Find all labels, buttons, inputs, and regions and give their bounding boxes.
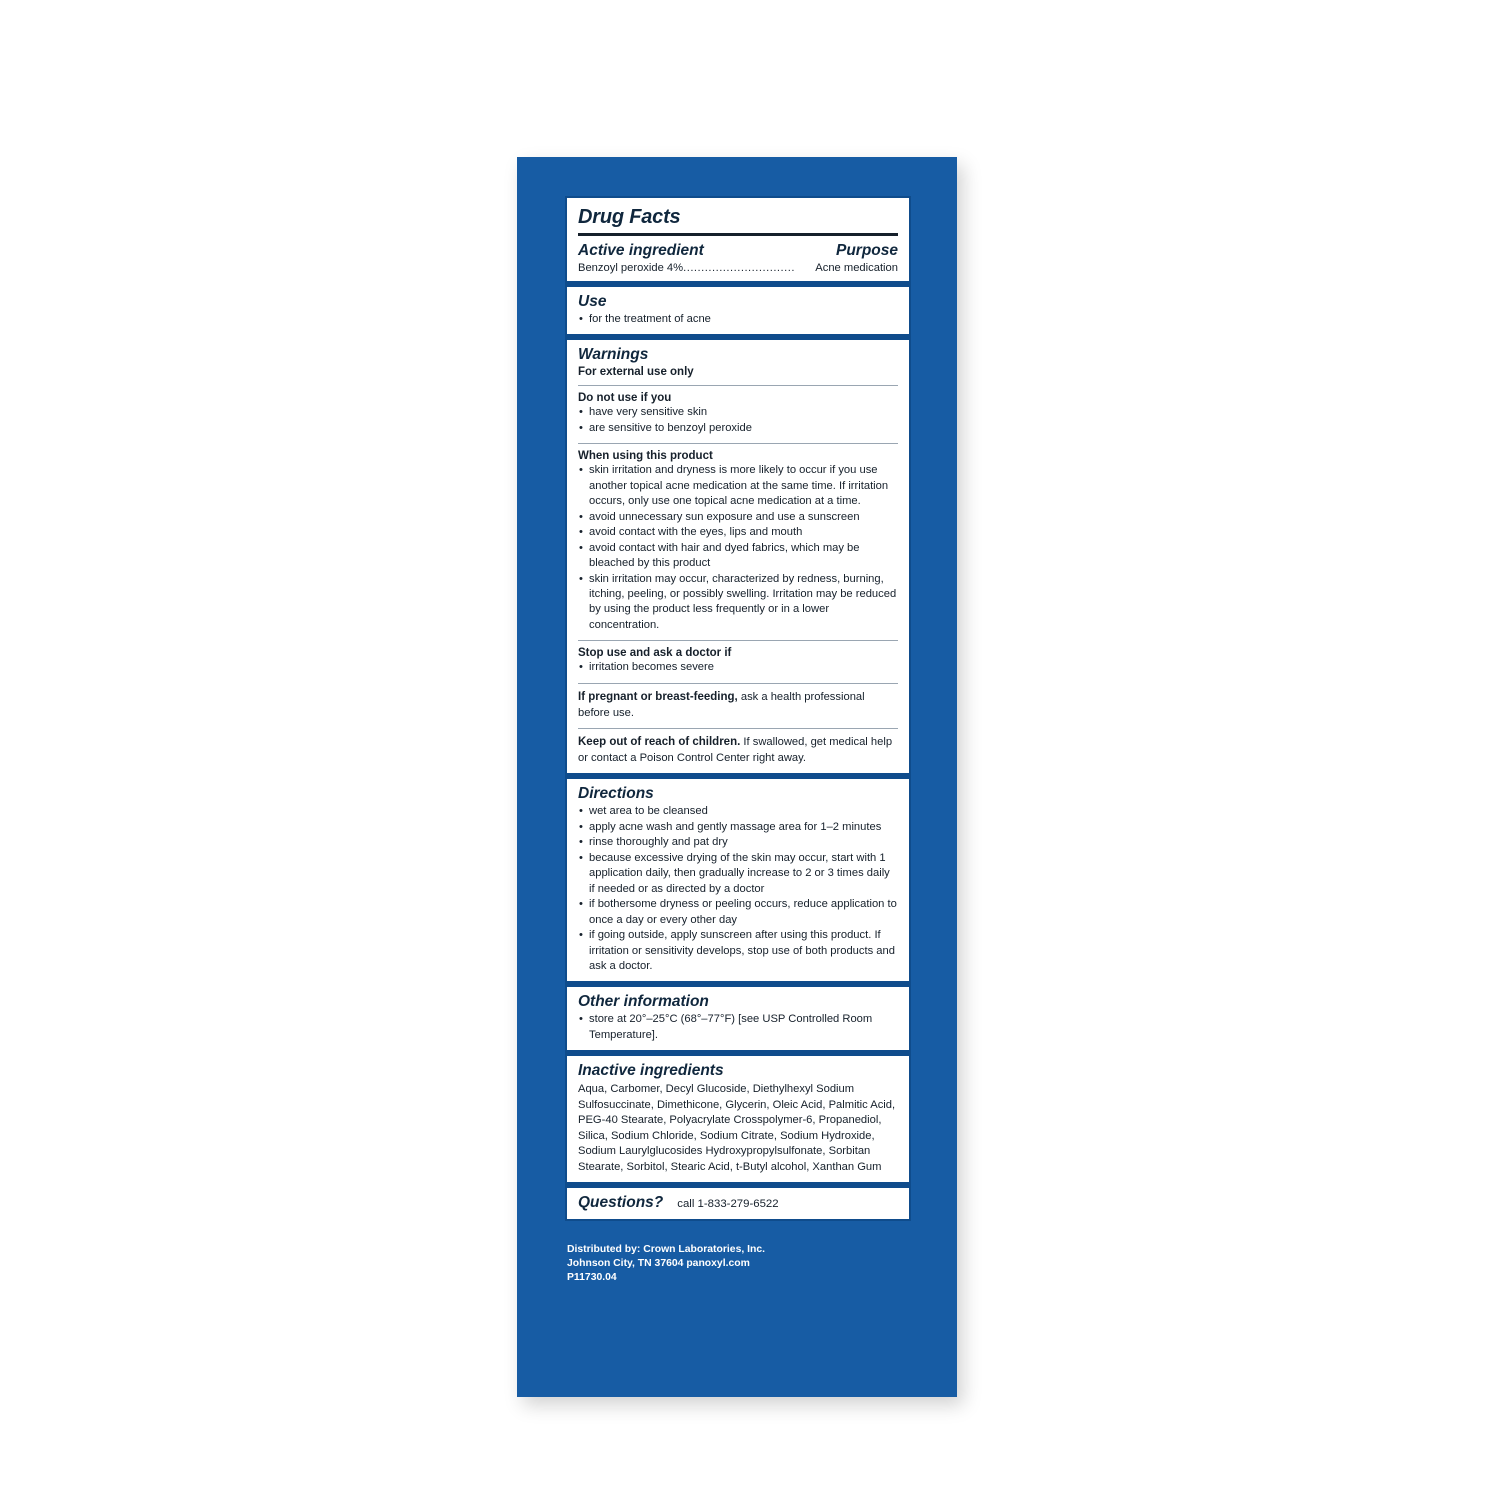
list-item: • skin irritation may occur, characterized by redness, burning, itching, peeling, or possibly swelling. Irritation may be reduced by using the product less frequently or in a lower concentration. <box>578 572 898 634</box>
pregnancy-rest: ask a health professional before use. <box>578 690 865 719</box>
list-item: • wet area to be cleansed <box>578 804 898 819</box>
children-text <box>578 735 898 766</box>
inactive-ingredients-section <box>567 1056 909 1182</box>
questions-label: Questions? <box>578 1194 664 1212</box>
list-item: • avoid unnecessary sun exposure and use a sunscreen <box>578 510 898 525</box>
use-section <box>567 287 909 334</box>
children-bold: Keep out of reach of children. <box>578 736 741 749</box>
leader-dots: ............................... <box>683 262 795 274</box>
do-not-use-label: Do not use if you <box>578 392 672 405</box>
list-item: • for the treatment of acne <box>578 312 898 327</box>
list-item: • avoid contact with the eyes, lips and mouth <box>578 525 898 540</box>
use-heading: Use <box>578 293 607 310</box>
list-item: • are sensitive to benzoyl peroxide <box>578 421 898 436</box>
inactive-ingredients-text: Aqua, Carbomer, Decyl Glucoside, Diethylhexyl Sodium Sulfosuccinate, Dimethicone, Glycerin, Oleic Acid, Palmitic Acid, PEG-40 Stearate, Polyacrylate Crosspolymer-6, Propanediol, Silica, Sodium Chloride, Sodium Citrate, Sodium Hydroxide, Sodium Laurylglucosides Hydroxypropylsulfonate, Sorbitan Stearate, Sorbitol, Stearic Acid, t-Butyl alcohol, Xanthan Gum <box>578 1083 896 1173</box>
children-rest: If swallowed, get medical help or contact a Poison Control Center right away. <box>578 736 893 764</box>
other-information-list <box>578 1012 898 1043</box>
active-ingredient-headers <box>578 242 898 260</box>
list-item: • have very sensitive skin <box>578 405 898 420</box>
other-information-heading: Other information <box>578 993 709 1011</box>
pregnancy-bold: If pregnant or breast-feeding, <box>578 690 738 703</box>
list-item: • rinse thoroughly and pat dry <box>578 835 898 850</box>
pregnancy-block <box>567 684 909 728</box>
active-ingredient-label: Active ingredient <box>578 242 704 259</box>
stop-use-label: Stop use and ask a doctor if <box>578 647 732 660</box>
list-item: • avoid contact with hair and dyed fabrics, which may be bleached by this product <box>578 541 898 572</box>
stop-use-list <box>578 660 898 675</box>
list-item: • irritation becomes severe <box>578 660 898 675</box>
questions-phone[interactable]: call 1-833-279-6522 <box>677 1198 779 1211</box>
other-information-section <box>567 987 909 1050</box>
children-block <box>567 729 909 773</box>
do-not-use-list <box>578 405 898 436</box>
do-not-use-block <box>567 386 909 443</box>
directions-heading: Directions <box>578 785 654 803</box>
questions-section <box>567 1188 909 1219</box>
pregnancy-text <box>578 690 898 721</box>
list-item: • store at 20°–25°C (68°–77°F) [see USP Controlled Room Temperature]. <box>578 1012 898 1043</box>
purpose-label: Purpose <box>835 242 898 259</box>
drug-facts-title: Drug Facts <box>578 206 681 228</box>
distributor-line-1: Distributed by: Crown Laboratories, Inc. <box>567 1244 766 1255</box>
inactive-ingredients-heading: Inactive ingredients <box>578 1062 724 1080</box>
directions-section <box>567 779 909 981</box>
list-item: • apply acne wash and gently massage area for 1–2 minutes <box>578 820 898 835</box>
distributor-line-2: Johnson City, TN 37604 panoxyl.com <box>567 1257 750 1269</box>
active-ingredient-name: Benzoyl peroxide 4% <box>578 262 684 274</box>
list-item: • if going outside, apply sunscreen after using this product. If irritation or sensitivity develops, stop use of both products and ask a doctor. <box>578 928 898 974</box>
warnings-heading-block <box>567 340 909 385</box>
active-ingredient-section <box>567 236 909 281</box>
warnings-heading: Warnings <box>578 346 649 364</box>
active-ingredient-row <box>578 262 898 274</box>
when-using-label: When using this product <box>578 450 713 463</box>
list-item: • if bothersome dryness or peeling occurs, reduce application to once a day or every other day <box>578 897 898 928</box>
drug-facts-label <box>565 196 911 1221</box>
lot-code: P11730.04 <box>567 1272 617 1284</box>
list-item: • skin irritation and dryness is more likely to occur if you use another topical acne medication at the same time. If irritation occurs, only use one topical acne medication at a time. <box>578 463 898 509</box>
use-list <box>578 312 898 327</box>
active-ingredient-purpose: Acne medication <box>815 262 898 274</box>
list-item: • because excessive drying of the skin may occur, start with 1 application daily, then gradually increase to 2 or 3 times daily if needed or as directed by a doctor <box>578 851 898 897</box>
stop-use-block <box>567 641 909 682</box>
external-use-text: For external use only <box>578 366 694 379</box>
directions-list <box>578 804 898 974</box>
when-using-block <box>567 444 909 640</box>
distributor-footer <box>567 1243 927 1285</box>
when-using-list <box>578 463 898 633</box>
